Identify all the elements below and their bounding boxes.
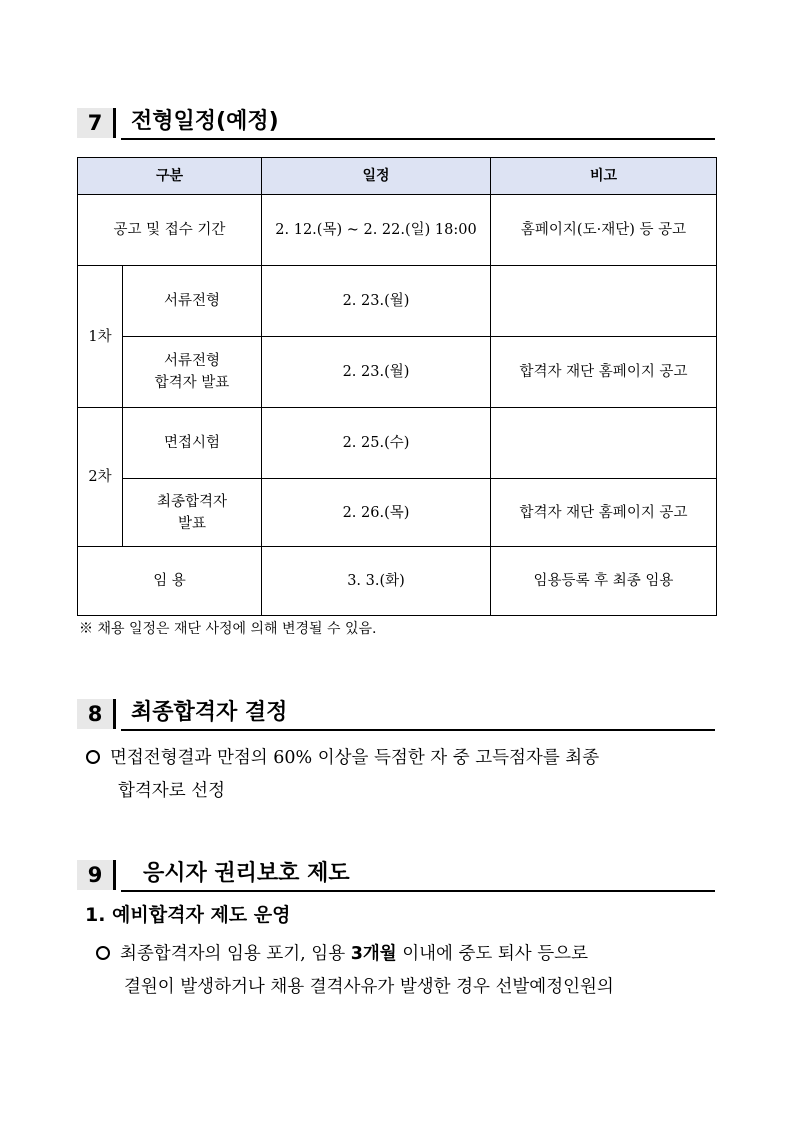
header-schedule: 일정	[262, 158, 491, 195]
section-9-subheading: 1. 예비합격자 제도 운영	[85, 904, 291, 926]
stage-1-result-item-line2: 합격자 발표	[154, 375, 230, 391]
section-8-line-1-text: 면접전형결과 만점의 60% 이상을 득점한 자 중 고득점자를 최종	[110, 748, 600, 768]
stage-2-result-item	[123, 479, 262, 547]
stage-2-result-note: 합격자 재단 홈페이지 공고	[491, 479, 717, 547]
section-7-title: 전형일정(예정)	[131, 109, 279, 134]
appointment-label: 임 용	[78, 547, 262, 616]
announcement-note: 홈페이지(도·재단) 등 공고	[491, 195, 717, 266]
table-row	[78, 547, 717, 616]
stage-1-result-date: 2. 23.(월)	[262, 337, 491, 408]
table-row	[78, 337, 717, 408]
stage-2-result-date: 2. 26.(목)	[262, 479, 491, 547]
appointment-date: 3. 3.(화)	[262, 547, 491, 616]
stage-2-result-item-line1: 최종합격자	[156, 493, 228, 510]
circle-bullet-icon	[86, 750, 100, 764]
table-row	[78, 266, 717, 337]
section-8-line-2: 합격자로 선정	[118, 781, 225, 801]
schedule-footnote: ※ 채용 일정은 재단 사정에 의해 변경될 수 있음.	[79, 621, 377, 637]
section-8-underline	[121, 729, 715, 731]
schedule-table	[77, 157, 717, 616]
header-category: 구분	[78, 158, 262, 195]
stage-1-document-date: 2. 23.(월)	[262, 266, 491, 337]
section-9-paragraph	[96, 938, 614, 1004]
table-row	[78, 408, 717, 479]
section-9-line-1-end: 이내에 중도 퇴사 등으로	[396, 944, 588, 964]
stage-1-label: 1차	[78, 266, 123, 408]
section-8-title: 최종합격자 결정	[131, 700, 288, 725]
section-7-number: 7	[77, 108, 116, 138]
section-7-underline	[121, 138, 715, 140]
stage-1-result-item-line1: 서류전형	[163, 353, 221, 369]
section-8-paragraph	[86, 742, 599, 808]
section-9-number: 9	[77, 860, 116, 890]
section-8-number: 8	[77, 699, 116, 729]
table-row	[78, 195, 717, 266]
stage-1-document-note	[491, 266, 717, 337]
stage-1-document-screening: 서류전형	[123, 266, 262, 337]
stage-1-result-item	[123, 337, 262, 408]
circle-bullet-icon	[96, 946, 110, 960]
announcement-label: 공고 및 접수 기간	[78, 195, 262, 266]
header-note: 비고	[491, 158, 717, 195]
section-9-heading	[77, 858, 715, 892]
section-8-line-1	[86, 742, 599, 775]
stage-1-result-note: 합격자 재단 홈페이지 공고	[491, 337, 717, 408]
stage-2-label: 2차	[78, 408, 123, 547]
announcement-date: 2. 12.(목) ~ 2. 22.(일) 18:00	[262, 195, 491, 266]
stage-2-interview-note	[491, 408, 717, 479]
stage-2-interview: 면접시험	[123, 408, 262, 479]
stage-2-interview-date: 2. 25.(수)	[262, 408, 491, 479]
section-9-line-2: 결원이 발생하거나 채용 결격사유가 발생한 경우 선발예정인원의	[124, 977, 614, 997]
section-9-line-1	[96, 938, 614, 971]
section-9-line-1-bold: 3개월	[350, 944, 397, 964]
stage-2-result-item-line2: 발표	[177, 515, 206, 532]
appointment-note: 임용등록 후 최종 임용	[491, 547, 717, 616]
section-9-line-1-start: 최종합격자의 임용 포기, 임용	[120, 944, 351, 964]
table-row	[78, 479, 717, 547]
section-9-title: 응시자 권리보호 제도	[143, 861, 350, 886]
section-7-heading	[77, 106, 715, 140]
section-8-heading	[77, 697, 715, 731]
table-header-row	[78, 158, 717, 195]
section-9-underline	[121, 890, 715, 892]
